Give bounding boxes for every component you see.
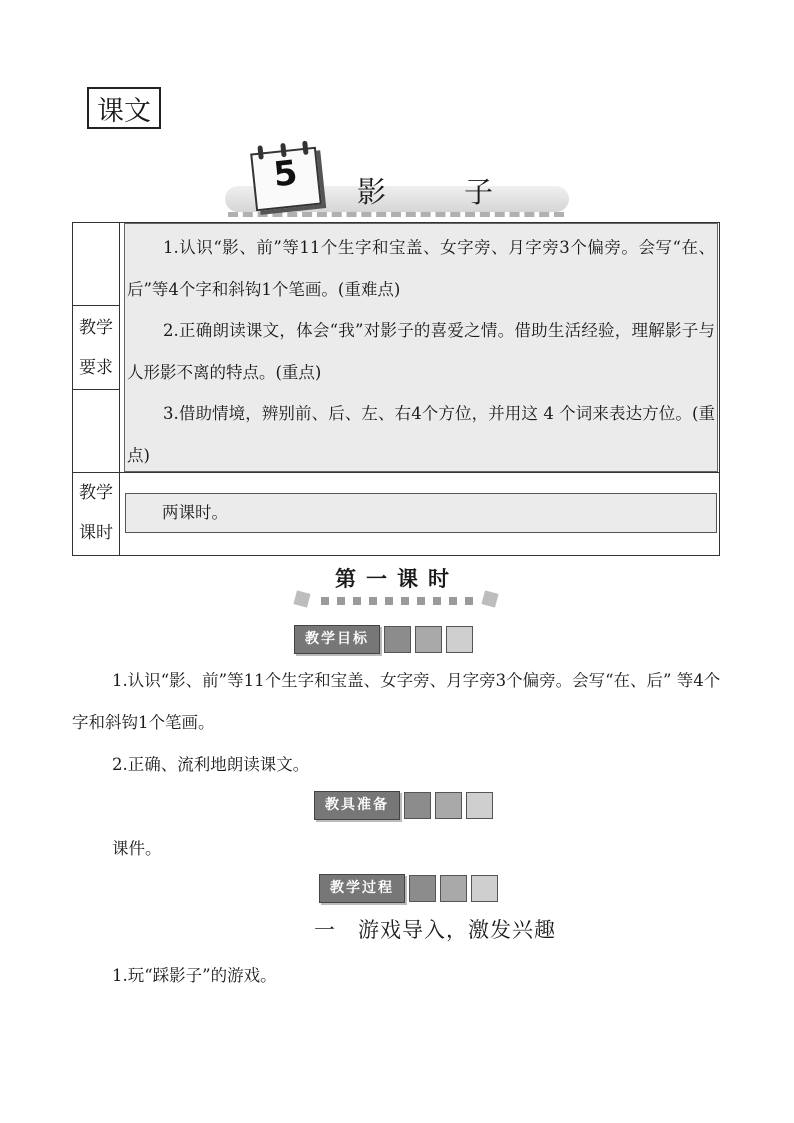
process-item: 1.玩“踩影子”的游戏。: [112, 966, 277, 985]
calendar-icon: [250, 147, 322, 212]
goal-item: 2.正确、流利地朗读课文。: [112, 755, 310, 774]
goal-item: 1.认识“影、前”等11个生字和宝盖、女字旁、月字旁3个偏旁。会写“在、后” 等4个字和斜钩1个笔画。: [72, 671, 721, 732]
teaching-goals-list: [72, 660, 722, 786]
requirement-item: 2.正确朗读课文，体会“我”对影子的喜爱之情。借助生活经验，理解影子与人形影不离的特点。(重点): [127, 321, 715, 382]
section-divider: [295, 592, 499, 606]
requirement-item: 1.认识“影、前”等11个生字和宝盖、女字旁、月字旁3个偏旁。会写“在、后”等4个字和斜钩1个笔画。(重难点): [127, 238, 715, 299]
teaching-goals-tag: 教学目标: [294, 626, 473, 653]
process-list: [72, 955, 722, 997]
lesson-title-divider: [228, 212, 564, 217]
section-title: 第一课时: [335, 567, 459, 591]
lesson-type-label: 课文: [87, 87, 161, 129]
requirements-table: [72, 222, 720, 556]
process-step-heading: 一 游戏导入，激发兴趣: [314, 918, 556, 942]
lesson-number: 5: [271, 152, 300, 196]
lesson-title: 影子: [357, 175, 572, 209]
teaching-tools-text: 课件。: [112, 839, 162, 858]
hours-value: 两课时。: [125, 493, 717, 533]
requirements-label: 教学 要求: [79, 318, 113, 378]
requirement-item: 3.借助情境，辨别前、后、左、右4个方位，并用这 4 个词来表达方位。(重点): [127, 404, 715, 465]
requirements-list: [127, 227, 715, 476]
hours-label: 教学 课时: [79, 483, 113, 543]
teaching-tools-tag: 教具准备: [314, 792, 493, 819]
teaching-process-tag: 教学过程: [319, 875, 498, 902]
